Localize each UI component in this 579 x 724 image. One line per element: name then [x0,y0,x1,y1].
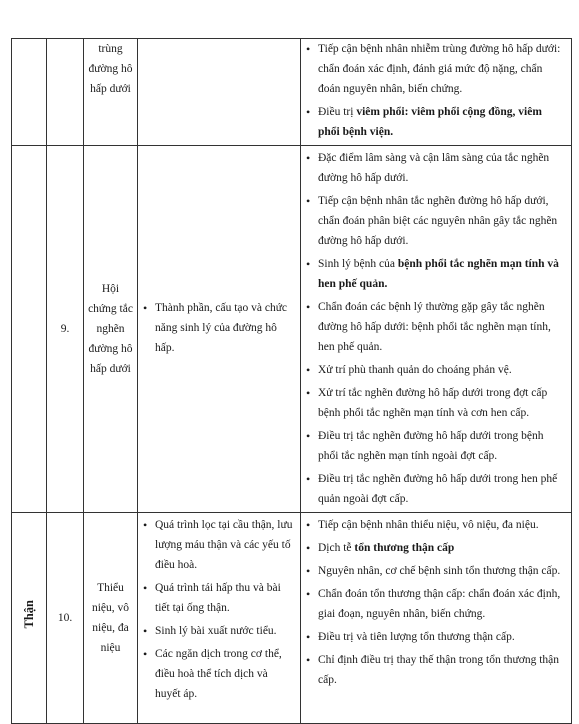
item-text: Dịch tễ [318,542,355,554]
basic-science-item: • Sinh lý bài xuất nước tiểu. [138,621,294,641]
curriculum-table [11,38,572,724]
table-row [12,146,572,513]
clinical-content-item: • Chẩn đoán các bệnh lý thường gặp gây tắc nghẽn đường hô hấp dưới: bệnh phổi tắc nghẽn mạn tính, hen phế quản. [301,297,565,357]
clinical-content-cell [301,513,572,724]
clinical-content-item [301,254,565,294]
clinical-content-item: • Điều trị tắc nghẽn đường hô hấp dưới trong bệnh phổi tắc nghẽn mạn tính ngoài đợt cấp. [301,426,565,466]
clinical-content-item: • Điều trị tắc nghẽn đường hô hấp dưới trong hen phế quản ngoài đợt cấp. [301,469,565,509]
clinical-content-item: • Tiếp cận bệnh nhân thiểu niệu, vô niệu, đa niệu. [301,515,565,535]
topic-text: Thiểu niệu, vô niệu, đa niệu [91,582,130,654]
basic-science-item: • Các ngăn dịch trong cơ thể, điều hoà thể tích dịch và huyết áp. [138,644,294,704]
basic-science-item: • Quá trình lọc tại cầu thận, lưu lượng máu thận và các yếu tố điều hoà. [138,515,294,575]
clinical-content-item: • Điều trị và tiên lượng tổn thương thận cấp. [301,627,565,647]
topic-cell [84,39,138,146]
table-row [12,39,572,146]
clinical-content-item: • Xử trí phù thanh quản do choáng phản vệ. [301,360,565,380]
number-cell [47,513,84,724]
item-bold-text: tổn thương thận cấp [354,542,455,554]
item-text: Điều trị [318,106,357,118]
basic-science-cell [138,513,301,724]
clinical-content-cell [301,39,572,146]
clinical-content-item: • Đặc điểm lâm sàng và cận lâm sàng của tắc nghẽn đường hô hấp dưới. [301,148,565,188]
number-cell [47,39,84,146]
organ-cell [12,146,47,513]
item-text: Sinh lý bệnh của [318,258,398,270]
basic-science-item: • Thành phần, cấu tạo và chức năng sinh lý của đường hô hấp. [138,298,294,358]
row-number: 10. [57,612,73,624]
number-cell [47,146,84,513]
basic-science-cell [138,39,301,146]
organ-cell [12,513,47,724]
topic-text: Hội chứng tắc nghẽn đường hô hấp dưới [88,283,133,375]
clinical-content-item: • Chỉ định điều trị thay thế thận trong tổn thương thận cấp. [301,650,565,690]
organ-label: Thận [22,600,36,629]
clinical-content-item: • Chẩn đoán tổn thương thận cấp: chẩn đoán xác định, giai đoạn, nguyên nhân, biến chứng. [301,584,565,624]
topic-text: trùng đường hô hấp dưới [88,43,133,95]
clinical-content-item: • Nguyên nhân, cơ chế bệnh sinh tổn thương thận cấp. [301,561,565,581]
clinical-content-item: • Tiếp cận bệnh nhân nhiễm trùng đường hô hấp dưới: chẩn đoán xác định, đánh giá mức độ nặng, chẩn đoán nguyên nhân, biến chứng. [301,39,565,99]
clinical-content-item: • Tiếp cận bệnh nhân tắc nghẽn đường hô hấp dưới, chẩn đoán phân biệt các nguyên nhân gây tắc nghẽn đường hô hấp dưới. [301,191,565,251]
basic-science-cell [138,146,301,513]
topic-cell [84,513,138,724]
row-number: 9. [60,323,70,335]
table-row [12,513,572,724]
item-bold-text: viêm phổi: viêm phổi cộng đồng, viêm phổi bệnh viện. [318,106,542,138]
clinical-content-item [301,538,565,558]
clinical-content-item [301,102,565,142]
item-bold-text: bệnh phổi tắc nghẽn mạn tính và hen phế quản. [318,258,559,290]
clinical-content-cell [301,146,572,513]
organ-cell [12,39,47,146]
clinical-content-item: • Xử trí tắc nghẽn đường hô hấp dưới trong đợt cấp bệnh phổi tắc nghẽn mạn tính và cơn hen cấp. [301,383,565,423]
topic-cell [84,146,138,513]
basic-science-item: • Quá trình tái hấp thu và bài tiết tại ống thận. [138,578,294,618]
